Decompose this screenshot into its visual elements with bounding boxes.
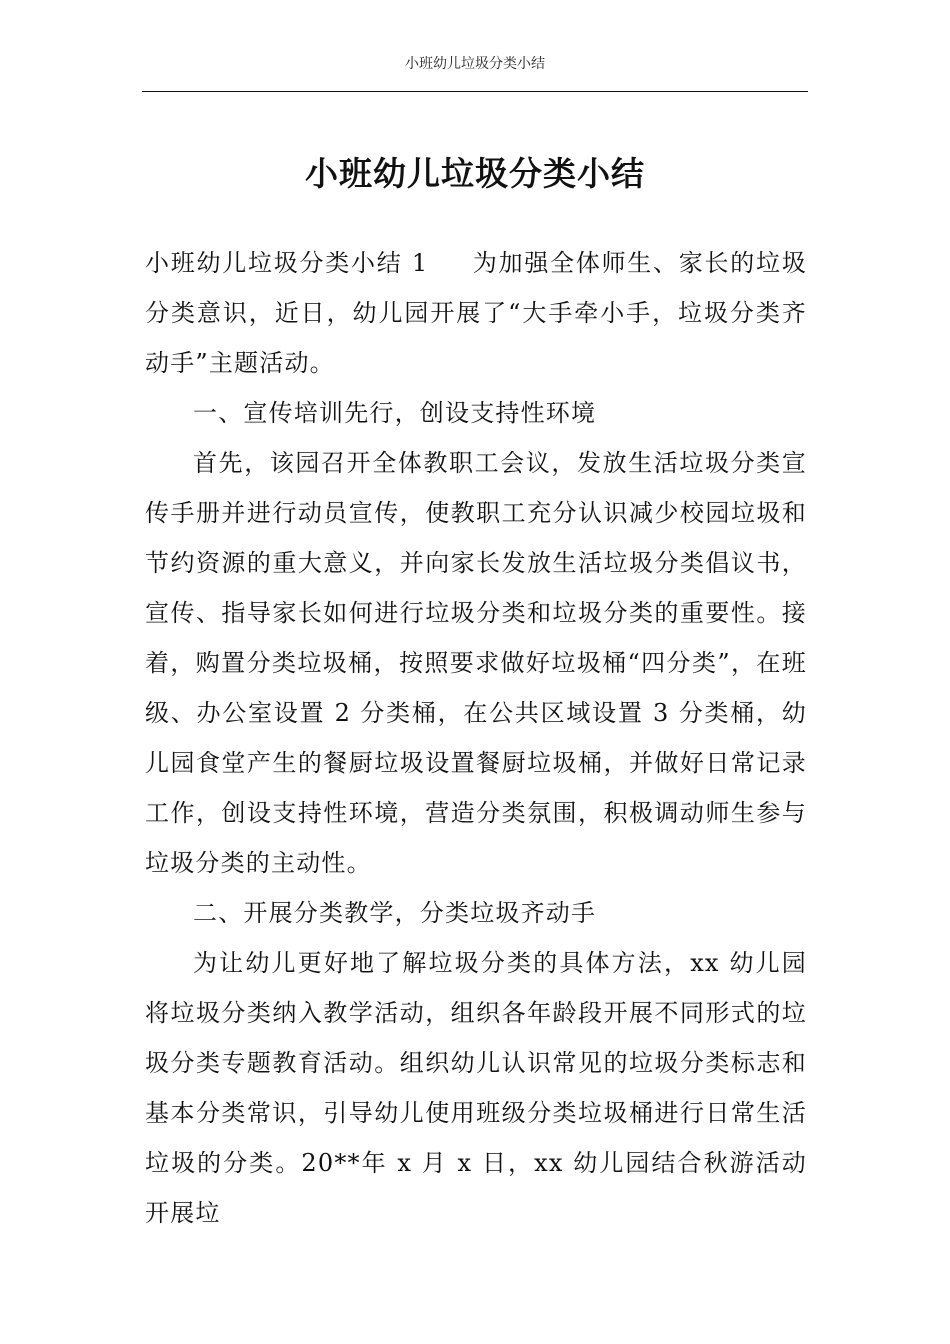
- header-divider: [142, 91, 808, 92]
- section-heading-1: 一、宣传培训先行，创设支持性环境: [193, 399, 597, 427]
- document-body: [145, 238, 807, 1238]
- intro-label: 小班幼儿垃圾分类小结 1: [145, 249, 429, 277]
- intro-paragraph: [145, 238, 807, 388]
- intro-text: 为加强全体师生、家长的垃圾分类意识，近日，幼儿园开展了“大手牵小手，垃圾分类齐动手”主题活动。: [145, 249, 807, 377]
- section-paragraph-2: 为让幼儿更好地了解垃圾分类的具体方法，xx 幼儿园将垃圾分类纳入教学活动，组织各年龄段开展不同形式的垃圾分类专题教育活动。组织幼儿认识常见的垃圾分类标志和基本分类常识，引导幼儿使用班级分类垃圾桶进行日常生活垃圾的分类。20**年 x 月 x 日，xx 幼儿园结合秋游活动开展垃: [145, 949, 807, 1227]
- document-title: 小班幼儿垃圾分类小结: [305, 154, 645, 193]
- section-paragraph-1: 首先，该园召开全体教职工会议，发放生活垃圾分类宣传手册并进行动员宣传，使教职工充分认识减少校园垃圾和节约资源的重大意义，并向家长发放生活垃圾分类倡议书，宣传、指导家长如何进行垃圾分类和垃圾分类的重要性。接着，购置分类垃圾桶，按照要求做好垃圾桶“四分类”，在班级、办公室设置 2 分类桶，在公共区域设置 3 分类桶，幼儿园食堂产生的餐厨垃圾设置餐厨垃圾桶，并做好日常记录工作，创设支持性环境，营造分类氛围，积极调动师生参与垃圾分类的主动性。: [145, 449, 807, 877]
- section-heading-2: 二、开展分类教学，分类垃圾齐动手: [193, 899, 597, 927]
- running-header: 小班幼儿垃圾分类小结: [405, 56, 545, 72]
